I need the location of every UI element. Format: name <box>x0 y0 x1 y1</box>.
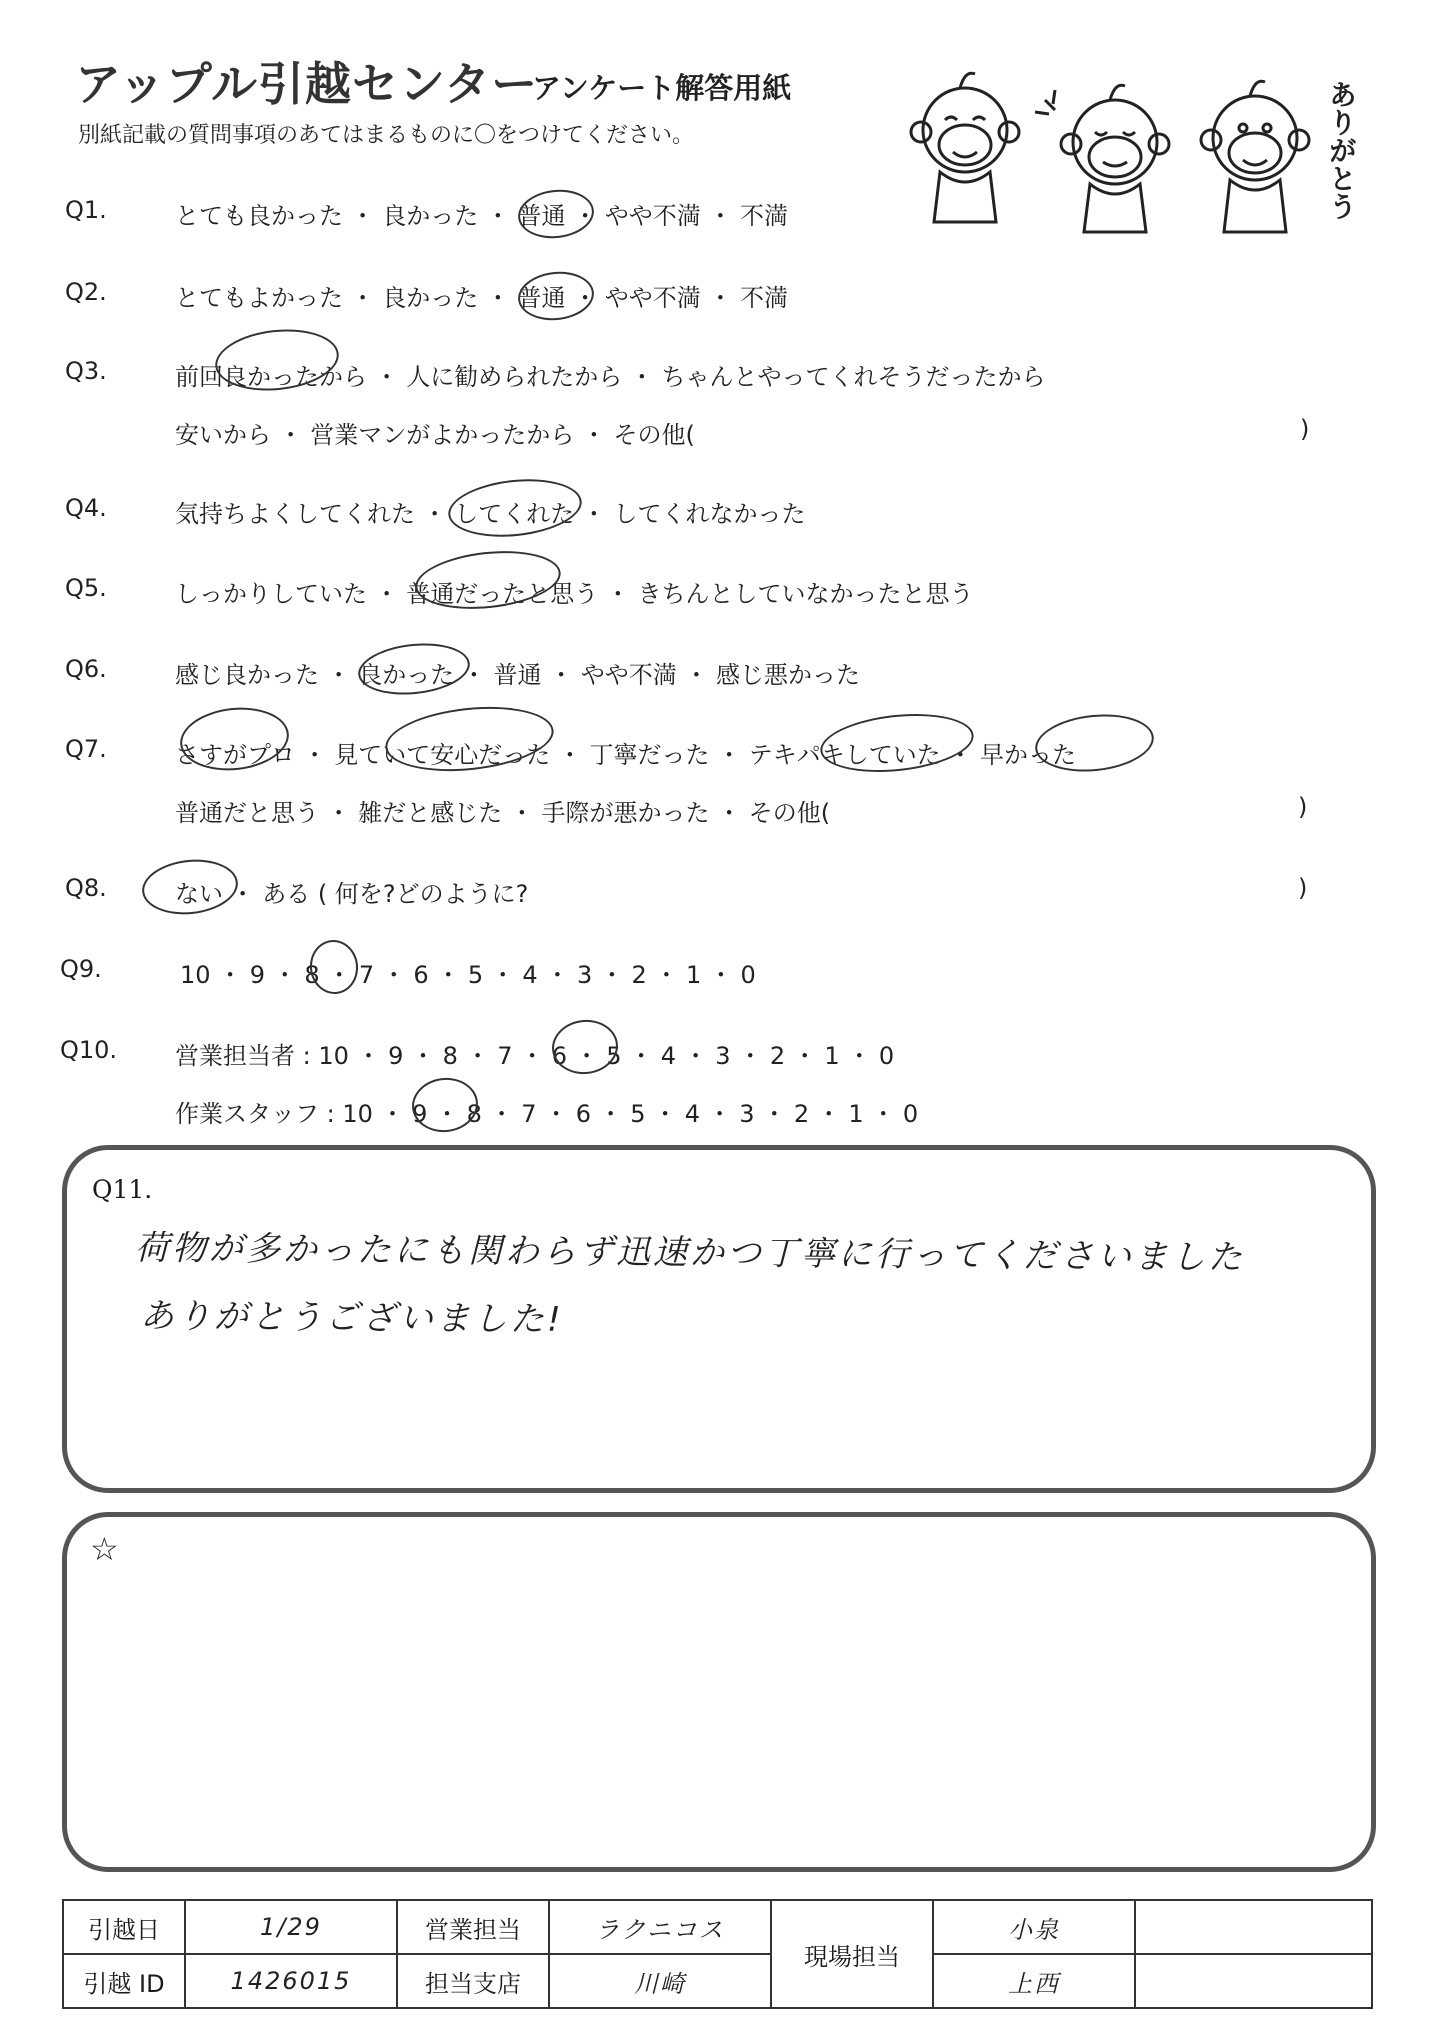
free-comment-box <box>62 1512 1376 1872</box>
q9-scale: 10 ・ 9 ・ 8 ・ 7 ・ 6 ・ 5 ・ 4 ・ 3 ・ 2 ・ 1 ・ 0 <box>180 961 756 989</box>
q1-options: とても良かった ・ 良かった ・ 普通 ・ やや不満 ・ 不満 <box>175 202 789 230</box>
star-icon: ☆ <box>90 1530 119 1568</box>
site-empty-cell-2 <box>1135 1954 1372 2008</box>
q3-number: Q3. <box>65 357 107 385</box>
mascot-illustration <box>905 60 1365 260</box>
q2-selected-circle <box>516 268 597 324</box>
q1-selected-circle <box>516 186 597 242</box>
sales-label: 営業担当 <box>397 1900 549 1954</box>
q7-number: Q7. <box>65 735 107 763</box>
q3-options-line1: 前回良かったから ・ 人に勧められたから ・ ちゃんとやってくれそうだったから <box>175 363 1046 391</box>
sales-value: ラクニコス <box>549 1900 771 1954</box>
q10-staff-scale: 作業スタッフ : 10 ・ 9 ・ 8 ・ 7 ・ 6 ・ 5 ・ 4 ・ 3 ・ 2 ・ 1 ・ 0 <box>175 1100 919 1128</box>
branch-value: 川崎 <box>549 1954 771 2008</box>
form-subtitle: アンケート解答用紙 <box>532 71 792 105</box>
q2-options: とてもよかった ・ 良かった ・ 普通 ・ やや不満 ・ 不満 <box>175 284 789 312</box>
q4-selected-circle <box>445 473 584 543</box>
move-id-value: 1426015 <box>185 1954 397 2008</box>
q8-options: ない ・ ある ( 何を?どのように? <box>175 880 529 908</box>
q11-label: Q11. <box>92 1175 153 1204</box>
q10-number: Q10. <box>60 1036 118 1064</box>
site-value-1: 小泉 <box>933 1900 1135 1954</box>
info-table <box>62 1899 1373 2009</box>
q4-number: Q4. <box>65 494 107 522</box>
q6-options: 感じ良かった ・ 良かった ・ 普通 ・ やや不満 ・ 感じ悪かった <box>175 661 861 689</box>
q9-number: Q9. <box>60 955 102 983</box>
q11-handwritten-line1: 荷物が多かったにも関わらず迅速かつ丁寧に行ってくださいました <box>134 1228 1246 1278</box>
q2-number: Q2. <box>65 278 107 306</box>
move-id-label: 引越 ID <box>63 1954 185 2008</box>
branch-label: 担当支店 <box>397 1954 549 2008</box>
q8-selected-circle <box>139 855 240 919</box>
site-empty-cell-1 <box>1135 1900 1372 1954</box>
q3-close-paren: ) <box>1300 415 1310 443</box>
move-date-value: 1/29 <box>185 1900 397 1954</box>
q5-options: しっかりしていた ・ 普通だったと思う ・ きちんとしていなかったと思う <box>175 580 974 608</box>
q8-close-paren: ) <box>1298 874 1308 902</box>
site-value-2: 上西 <box>933 1954 1135 2008</box>
site-label: 現場担当 <box>771 1900 933 2008</box>
q7-close-paren: ) <box>1298 793 1308 821</box>
q4-options: 気持ちよくしてくれた ・ してくれた ・ してくれなかった <box>175 500 806 528</box>
q7-options-line1: さすがプロ ・ 見ていて安心だった ・ 丁寧だった ・ テキパキしていた ・ 早かった <box>175 741 1077 769</box>
q1-number: Q1. <box>65 196 107 224</box>
instruction-text: 別紙記載の質問事項のあてはまるものに〇をつけてください。 <box>78 123 695 148</box>
q11-handwritten-line2: ありがとうございました! <box>139 1296 564 1340</box>
q6-selected-circle <box>356 638 473 699</box>
q6-number: Q6. <box>65 655 107 683</box>
q7-options-line2: 普通だと思う ・ 雑だと感じた ・ 手際が悪かった ・ その他( <box>175 799 831 827</box>
company-title: アップル引越センター <box>75 57 539 111</box>
move-date-label: 引越日 <box>63 1900 185 1954</box>
q10-sales-scale: 営業担当者 : 10 ・ 9 ・ 8 ・ 7 ・ 6 ・ 5 ・ 4 ・ 3 ・ 2 ・ 1 ・ 0 <box>175 1042 895 1070</box>
mascot-thanks-text: ありがとう <box>1325 80 1358 220</box>
q3-options-line2: 安いから ・ 営業マンがよかったから ・ その他( <box>175 421 695 449</box>
q8-number: Q8. <box>65 874 107 902</box>
q5-number: Q5. <box>65 574 107 602</box>
